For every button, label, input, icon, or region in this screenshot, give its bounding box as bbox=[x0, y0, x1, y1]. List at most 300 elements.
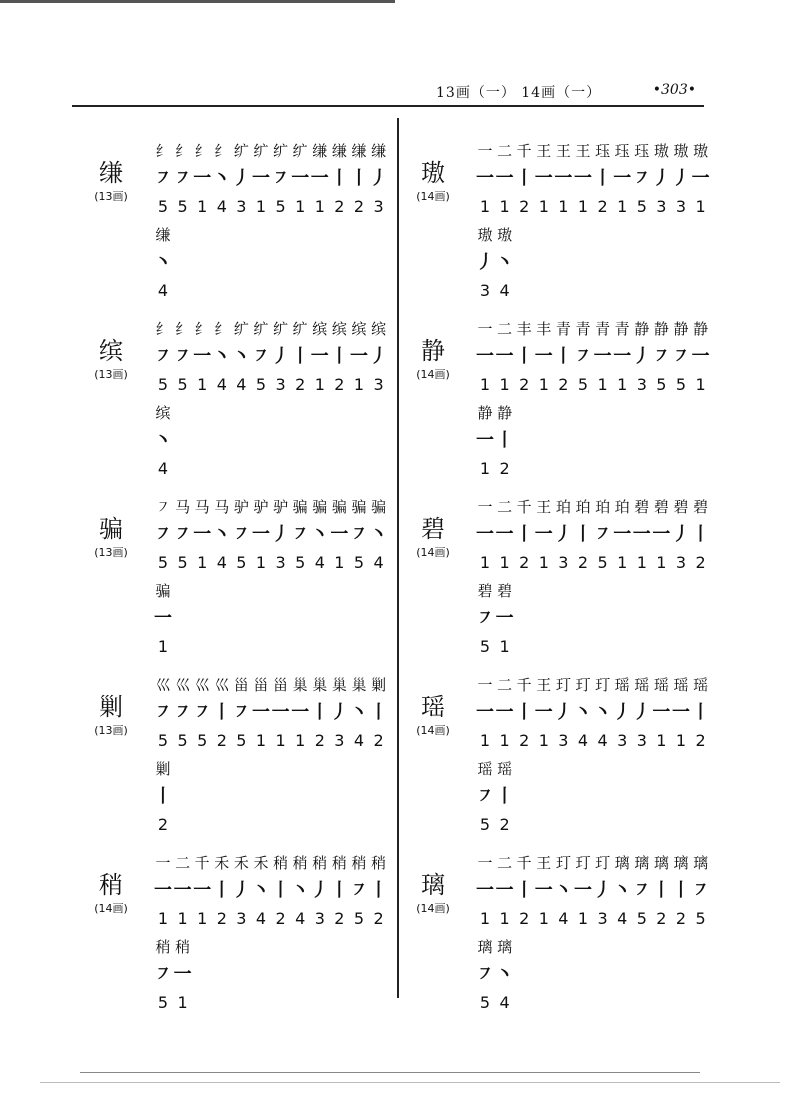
progression-glyph: 缤 bbox=[331, 320, 347, 338]
stroke-shape: 丿 bbox=[369, 346, 388, 367]
stroke-shape: 一 bbox=[495, 880, 514, 901]
stroke-shape: 一 bbox=[593, 346, 612, 367]
stroke-shape: ㇇ bbox=[252, 346, 270, 367]
stroke-number: 1 bbox=[157, 637, 169, 656]
progression-glyph: 二 bbox=[497, 142, 513, 160]
character-entry bbox=[80, 494, 400, 664]
stroke-shape: 丿 bbox=[632, 346, 651, 367]
stroke-shape: 一 bbox=[632, 524, 651, 545]
stroke-shape: 丿 bbox=[476, 252, 494, 273]
stroke-count: (14画) bbox=[416, 724, 450, 737]
stroke-shape-row bbox=[474, 700, 722, 728]
stroke-shape: 一 bbox=[350, 346, 368, 367]
stroke-shape: ㇇ bbox=[350, 524, 368, 545]
entry-headword bbox=[80, 694, 142, 738]
progression-glyph: 碧 bbox=[673, 498, 689, 516]
headword-char: 缤 bbox=[99, 337, 123, 365]
stroke-number: 2 bbox=[216, 909, 227, 928]
stroke-shape: 一 bbox=[495, 702, 514, 723]
stroke-shape: ㇇ bbox=[154, 346, 172, 367]
progression-glyph: 纩 bbox=[273, 320, 289, 338]
progression-glyph: 巛 bbox=[194, 676, 210, 694]
stroke-number: 4 bbox=[157, 459, 169, 478]
stroke-number: 2 bbox=[314, 731, 325, 750]
stroke-number: 3 bbox=[373, 375, 384, 394]
stroke-number: 4 bbox=[236, 375, 247, 394]
stroke-shape-row bbox=[152, 166, 400, 194]
stroke-shape: ㇇ bbox=[173, 168, 192, 189]
character-entry bbox=[402, 672, 722, 842]
stroke-shape: ㇇ bbox=[271, 168, 290, 189]
stroke-number: 4 bbox=[499, 281, 510, 300]
progression-row-continued bbox=[152, 578, 400, 606]
stroke-shape: 一 bbox=[252, 524, 270, 545]
stroke-shape: 丨 bbox=[515, 702, 534, 723]
stroke-shape: 丶 bbox=[154, 252, 172, 273]
character-entry bbox=[80, 672, 400, 842]
progression-glyph: 珀 bbox=[555, 498, 571, 516]
progression-glyph: 玎 bbox=[575, 854, 591, 872]
stroke-number: 1 bbox=[479, 553, 491, 572]
stroke-number: 2 bbox=[519, 909, 530, 928]
progression-glyph: 璃 bbox=[653, 854, 669, 872]
stroke-number: 5 bbox=[353, 909, 365, 928]
progression-glyph: 骗 bbox=[155, 582, 171, 600]
progression-glyph: 璃 bbox=[497, 938, 513, 956]
progression-glyph: 碧 bbox=[497, 582, 513, 600]
stroke-shape: 丿 bbox=[369, 168, 388, 189]
stroke-number: 1 bbox=[499, 197, 510, 216]
entry-headword bbox=[80, 160, 142, 204]
stroke-number: 5 bbox=[177, 375, 188, 394]
progression-glyph: 瑶 bbox=[673, 676, 689, 694]
stroke-count: (13画) bbox=[94, 368, 128, 381]
progression-glyph: 瑶 bbox=[634, 676, 650, 694]
stroke-shape: 丿 bbox=[310, 880, 329, 901]
entry-headword bbox=[402, 872, 464, 916]
stroke-shape-row-continued bbox=[474, 962, 722, 990]
progression-glyph: 纩 bbox=[233, 320, 249, 338]
progression-glyph: 一 bbox=[477, 498, 493, 516]
progression-row bbox=[152, 138, 400, 166]
stroke-number-row-continued bbox=[474, 812, 722, 840]
stroke-shape: ㇇ bbox=[574, 346, 592, 367]
stroke-shape: 一 bbox=[330, 524, 349, 545]
stroke-shape: 一 bbox=[310, 168, 329, 189]
stroke-shape: 丨 bbox=[291, 346, 310, 367]
bottom-rule bbox=[80, 1072, 700, 1073]
bottom-rule-secondary bbox=[40, 1082, 780, 1083]
progression-glyph: 缤 bbox=[351, 320, 367, 338]
stroke-shape: ㇇ bbox=[476, 608, 494, 629]
stroke-shape-row-continued bbox=[474, 784, 722, 812]
stroke-count: (14画) bbox=[416, 546, 450, 559]
progression-glyph: 千 bbox=[516, 142, 532, 160]
stroke-shape-row bbox=[474, 344, 722, 372]
progression-glyph: 璈 bbox=[693, 142, 709, 160]
progression-row-continued bbox=[474, 578, 722, 606]
stroke-number: 3 bbox=[558, 731, 569, 750]
stroke-number: 5 bbox=[177, 731, 188, 750]
progression-glyph: 静 bbox=[477, 404, 493, 422]
stroke-number: 1 bbox=[197, 197, 208, 216]
stroke-number: 4 bbox=[255, 909, 267, 928]
progression-glyph: 巢 bbox=[351, 676, 367, 694]
stroke-shape: 一 bbox=[554, 168, 573, 189]
stroke-number: 1 bbox=[353, 375, 365, 394]
stroke-shape: 丶 bbox=[212, 346, 231, 367]
character-entry bbox=[80, 850, 400, 1020]
progression-glyph: 璃 bbox=[477, 938, 493, 956]
progression-glyph: 马 bbox=[194, 498, 210, 516]
stroke-number: 1 bbox=[538, 197, 549, 216]
stroke-number: 2 bbox=[499, 815, 510, 834]
stroke-number: 4 bbox=[373, 553, 384, 572]
stroke-order-table bbox=[152, 850, 400, 1018]
progression-glyph: 璈 bbox=[653, 142, 669, 160]
stroke-number: 1 bbox=[479, 459, 491, 478]
stroke-shape: 丿 bbox=[613, 702, 632, 723]
progression-glyph: 一 bbox=[477, 142, 493, 160]
stroke-shape: 丨 bbox=[515, 168, 534, 189]
stroke-shape-row bbox=[152, 700, 400, 728]
stroke-number: 5 bbox=[177, 197, 188, 216]
stroke-shape: 一 bbox=[291, 702, 310, 723]
stroke-shape: ㇇ bbox=[173, 524, 192, 545]
progression-glyph: 纟 bbox=[194, 142, 210, 160]
stroke-number: 1 bbox=[558, 197, 569, 216]
stroke-number: 1 bbox=[499, 909, 510, 928]
progression-glyph: 珏 bbox=[634, 142, 650, 160]
stroke-number-row-continued bbox=[152, 812, 400, 840]
stroke-number: 2 bbox=[157, 815, 169, 834]
stroke-count: (13画) bbox=[94, 546, 128, 559]
stroke-number-row bbox=[152, 194, 400, 222]
stroke-shape: ㇇ bbox=[154, 702, 172, 723]
progression-glyph: 禾 bbox=[214, 854, 230, 872]
stroke-shape: ㇇ bbox=[173, 702, 192, 723]
progression-glyph: 甾 bbox=[273, 676, 289, 694]
progression-glyph: 缣 bbox=[331, 142, 347, 160]
progression-glyph: 纟 bbox=[194, 320, 210, 338]
progression-glyph: 璃 bbox=[693, 854, 709, 872]
stroke-number: 1 bbox=[499, 553, 510, 572]
stroke-shape: 一 bbox=[534, 346, 553, 367]
progression-glyph: 巛 bbox=[214, 676, 230, 694]
stroke-shape: 丶 bbox=[495, 964, 514, 985]
progression-glyph: 王 bbox=[536, 676, 552, 694]
stroke-shape: ㇇ bbox=[232, 702, 251, 723]
progression-glyph: 缤 bbox=[312, 320, 328, 338]
stroke-shape: 一 bbox=[310, 346, 329, 367]
stroke-number-row bbox=[152, 550, 400, 578]
stroke-order-table bbox=[152, 672, 400, 840]
headword-char: 骗 bbox=[99, 515, 123, 543]
stroke-shape: 一 bbox=[613, 346, 632, 367]
progression-row bbox=[152, 494, 400, 522]
stroke-shape: 一 bbox=[652, 524, 671, 545]
progression-glyph: 二 bbox=[497, 676, 513, 694]
stroke-number: 1 bbox=[255, 553, 267, 572]
progression-glyph: 玎 bbox=[595, 854, 611, 872]
stroke-number: 1 bbox=[314, 197, 325, 216]
progression-glyph: 青 bbox=[595, 320, 611, 338]
stroke-shape: 丨 bbox=[369, 880, 388, 901]
stroke-shape: 丨 bbox=[672, 880, 690, 901]
progression-glyph: 碧 bbox=[477, 582, 493, 600]
stroke-shape: 一 bbox=[252, 168, 270, 189]
progression-glyph: 缣 bbox=[351, 142, 367, 160]
stroke-shape: 一 bbox=[476, 346, 494, 367]
stroke-shape: ㇇ bbox=[154, 168, 172, 189]
stroke-shape: 一 bbox=[271, 702, 290, 723]
stroke-shape: ㇇ bbox=[154, 524, 172, 545]
stroke-number: 5 bbox=[177, 553, 188, 572]
stroke-number: 4 bbox=[216, 375, 227, 394]
progression-glyph: 千 bbox=[194, 854, 210, 872]
stroke-count: (13画) bbox=[94, 190, 128, 203]
stroke-number: 1 bbox=[617, 197, 628, 216]
stroke-shape: 丨 bbox=[310, 702, 329, 723]
stroke-number: 5 bbox=[197, 731, 208, 750]
stroke-number: 1 bbox=[577, 909, 589, 928]
stroke-number: 1 bbox=[695, 375, 706, 394]
progression-glyph: 静 bbox=[653, 320, 669, 338]
progression-glyph: 禾 bbox=[233, 854, 249, 872]
page-number: •303• bbox=[652, 82, 696, 98]
stroke-shape: 丶 bbox=[291, 880, 310, 901]
stroke-shape: 一 bbox=[173, 964, 192, 985]
stroke-shape: 一 bbox=[154, 608, 172, 629]
stroke-number: 2 bbox=[519, 553, 530, 572]
stroke-order-table bbox=[152, 316, 400, 484]
progression-row-continued bbox=[474, 756, 722, 784]
progression-glyph: 静 bbox=[673, 320, 689, 338]
stroke-number: 2 bbox=[295, 375, 306, 394]
stroke-number: 5 bbox=[695, 909, 706, 928]
stroke-shape: 丶 bbox=[574, 702, 592, 723]
stroke-number: 2 bbox=[695, 553, 706, 572]
stroke-number: 2 bbox=[597, 197, 608, 216]
headword-char: 静 bbox=[421, 337, 445, 365]
stroke-number: 1 bbox=[479, 731, 491, 750]
stroke-number: 1 bbox=[479, 909, 491, 928]
stroke-number: 4 bbox=[314, 553, 325, 572]
stroke-shape: 丨 bbox=[330, 880, 349, 901]
stroke-number: 4 bbox=[295, 909, 306, 928]
progression-row-continued bbox=[474, 222, 722, 250]
stroke-number-row-continued bbox=[474, 990, 722, 1018]
progression-row bbox=[474, 850, 722, 878]
stroke-number: 1 bbox=[157, 909, 169, 928]
progression-glyph: 纩 bbox=[253, 142, 269, 160]
stroke-shape: 一 bbox=[252, 702, 270, 723]
stroke-number: 2 bbox=[519, 375, 530, 394]
stroke-number-row-continued bbox=[152, 278, 400, 306]
stroke-shape: 丨 bbox=[652, 880, 671, 901]
stroke-number: 5 bbox=[577, 375, 589, 394]
stroke-shape: 丶 bbox=[212, 168, 231, 189]
stroke-number: 1 bbox=[675, 731, 687, 750]
stroke-shape: ㇇ bbox=[476, 964, 494, 985]
stroke-shape-row bbox=[474, 878, 722, 906]
progression-glyph: 千 bbox=[516, 498, 532, 516]
stroke-number: 1 bbox=[499, 731, 510, 750]
stroke-shape: ㇇ bbox=[193, 702, 212, 723]
stroke-shape: 丿 bbox=[271, 346, 290, 367]
progression-glyph: 璈 bbox=[673, 142, 689, 160]
stroke-shape: 一 bbox=[495, 608, 514, 629]
stroke-number: 1 bbox=[255, 731, 267, 750]
progression-glyph: 纩 bbox=[233, 142, 249, 160]
stroke-shape: 丨 bbox=[369, 702, 388, 723]
stroke-order-table bbox=[474, 672, 722, 840]
stroke-shape: 丿 bbox=[232, 168, 251, 189]
stroke-number: 1 bbox=[255, 197, 267, 216]
progression-glyph: 玎 bbox=[555, 854, 571, 872]
progression-glyph: 稍 bbox=[351, 854, 367, 872]
stroke-shape: 一 bbox=[193, 346, 212, 367]
stroke-number: 3 bbox=[334, 731, 345, 750]
stroke-number: 2 bbox=[353, 197, 365, 216]
progression-glyph: 珏 bbox=[614, 142, 630, 160]
stroke-number: 1 bbox=[499, 375, 510, 394]
progression-glyph: 巢 bbox=[312, 676, 328, 694]
progression-row-continued bbox=[474, 400, 722, 428]
stroke-number-row-continued bbox=[152, 990, 400, 1018]
stroke-shape-row bbox=[152, 344, 400, 372]
progression-glyph: 青 bbox=[575, 320, 591, 338]
stroke-shape-row-continued bbox=[152, 962, 400, 990]
stroke-number: 5 bbox=[236, 731, 247, 750]
stroke-order-table bbox=[152, 494, 400, 662]
stroke-number-row-continued bbox=[474, 456, 722, 484]
stroke-number: 3 bbox=[617, 731, 628, 750]
progression-glyph: 王 bbox=[536, 142, 552, 160]
progression-glyph: 瑶 bbox=[693, 676, 709, 694]
progression-glyph: 千 bbox=[516, 676, 532, 694]
stroke-shape: 一 bbox=[193, 880, 212, 901]
character-entry bbox=[402, 850, 722, 1020]
stroke-number: 1 bbox=[538, 375, 549, 394]
progression-glyph: 巢 bbox=[331, 676, 347, 694]
progression-glyph: 骗 bbox=[351, 498, 367, 516]
stroke-number: 1 bbox=[538, 553, 549, 572]
progression-glyph: 青 bbox=[555, 320, 571, 338]
stroke-number: 1 bbox=[177, 993, 188, 1012]
stroke-number: 5 bbox=[295, 553, 306, 572]
stroke-number: 2 bbox=[373, 731, 384, 750]
stroke-shape: 一 bbox=[495, 346, 514, 367]
stroke-shape: ㇇ bbox=[291, 524, 310, 545]
stroke-number: 2 bbox=[373, 909, 384, 928]
progression-glyph: 纟 bbox=[175, 320, 191, 338]
progression-glyph: 骗 bbox=[312, 498, 328, 516]
progression-glyph: 纩 bbox=[292, 142, 308, 160]
stroke-shape: 丶 bbox=[350, 702, 368, 723]
progression-glyph: 一 bbox=[477, 320, 493, 338]
stroke-number-row-continued bbox=[474, 278, 722, 306]
stroke-number: 1 bbox=[197, 375, 208, 394]
entry-headword bbox=[402, 694, 464, 738]
stroke-shape: 一 bbox=[476, 524, 494, 545]
headword-char: 剿 bbox=[99, 693, 123, 721]
stroke-shape: 一 bbox=[476, 880, 494, 901]
stroke-count: (13画) bbox=[94, 724, 128, 737]
stroke-shape: 一 bbox=[193, 168, 212, 189]
stroke-shape: 丨 bbox=[554, 346, 573, 367]
stroke-number: 3 bbox=[636, 375, 647, 394]
progression-glyph: 珏 bbox=[595, 142, 611, 160]
stroke-number: 5 bbox=[275, 197, 286, 216]
stroke-number: 1 bbox=[499, 637, 510, 656]
progression-glyph: 璃 bbox=[634, 854, 650, 872]
progression-glyph: 静 bbox=[693, 320, 709, 338]
stroke-shape: 丨 bbox=[271, 880, 290, 901]
stroke-shape: 丶 bbox=[232, 346, 251, 367]
stroke-shape: 丨 bbox=[495, 430, 514, 451]
progression-glyph: 甾 bbox=[253, 676, 269, 694]
stroke-number: 5 bbox=[675, 375, 687, 394]
stroke-number: 4 bbox=[597, 731, 608, 750]
stroke-count: (14画) bbox=[94, 902, 128, 915]
progression-glyph: 瑶 bbox=[653, 676, 669, 694]
stroke-number: 2 bbox=[519, 731, 530, 750]
progression-glyph: 稍 bbox=[371, 854, 387, 872]
stroke-shape: 丿 bbox=[672, 168, 690, 189]
stroke-shape: 一 bbox=[476, 168, 494, 189]
stroke-shape: ㇇ bbox=[173, 346, 192, 367]
stroke-number: 5 bbox=[157, 731, 169, 750]
progression-row bbox=[152, 316, 400, 344]
stroke-shape: 丶 bbox=[593, 702, 612, 723]
stroke-number: 5 bbox=[479, 815, 491, 834]
stroke-number: 4 bbox=[499, 993, 510, 1012]
progression-glyph: 珀 bbox=[614, 498, 630, 516]
stroke-shape: 丶 bbox=[554, 880, 573, 901]
headword-char: 璈 bbox=[421, 159, 445, 187]
stroke-shape-row-continued bbox=[152, 784, 400, 812]
stroke-number: 2 bbox=[216, 731, 227, 750]
progression-row-continued bbox=[152, 400, 400, 428]
entry-headword bbox=[80, 516, 142, 560]
progression-glyph: 静 bbox=[497, 404, 513, 422]
stroke-shape: 丨 bbox=[212, 702, 231, 723]
stroke-shape: 一 bbox=[574, 168, 592, 189]
stroke-number: 3 bbox=[373, 197, 384, 216]
stroke-number: 3 bbox=[236, 909, 247, 928]
stroke-shape: 丨 bbox=[593, 168, 612, 189]
progression-glyph: 稍 bbox=[292, 854, 308, 872]
stroke-number: 1 bbox=[656, 731, 667, 750]
stroke-shape: 一 bbox=[495, 524, 514, 545]
progression-glyph: 王 bbox=[575, 142, 591, 160]
stroke-count: (14画) bbox=[416, 902, 450, 915]
entry-headword bbox=[402, 516, 464, 560]
character-entry bbox=[402, 494, 722, 664]
character-entry bbox=[80, 316, 400, 486]
progression-glyph: 骗 bbox=[292, 498, 308, 516]
stroke-number-row bbox=[474, 194, 722, 222]
progression-glyph: 稍 bbox=[175, 938, 191, 956]
progression-glyph: 二 bbox=[497, 320, 513, 338]
progression-glyph: 巛 bbox=[175, 676, 191, 694]
progression-glyph: 瑶 bbox=[497, 760, 513, 778]
progression-glyph: 璈 bbox=[497, 226, 513, 244]
stroke-number: 3 bbox=[236, 197, 247, 216]
stroke-number: 2 bbox=[499, 459, 510, 478]
stroke-shape: 丨 bbox=[330, 346, 349, 367]
